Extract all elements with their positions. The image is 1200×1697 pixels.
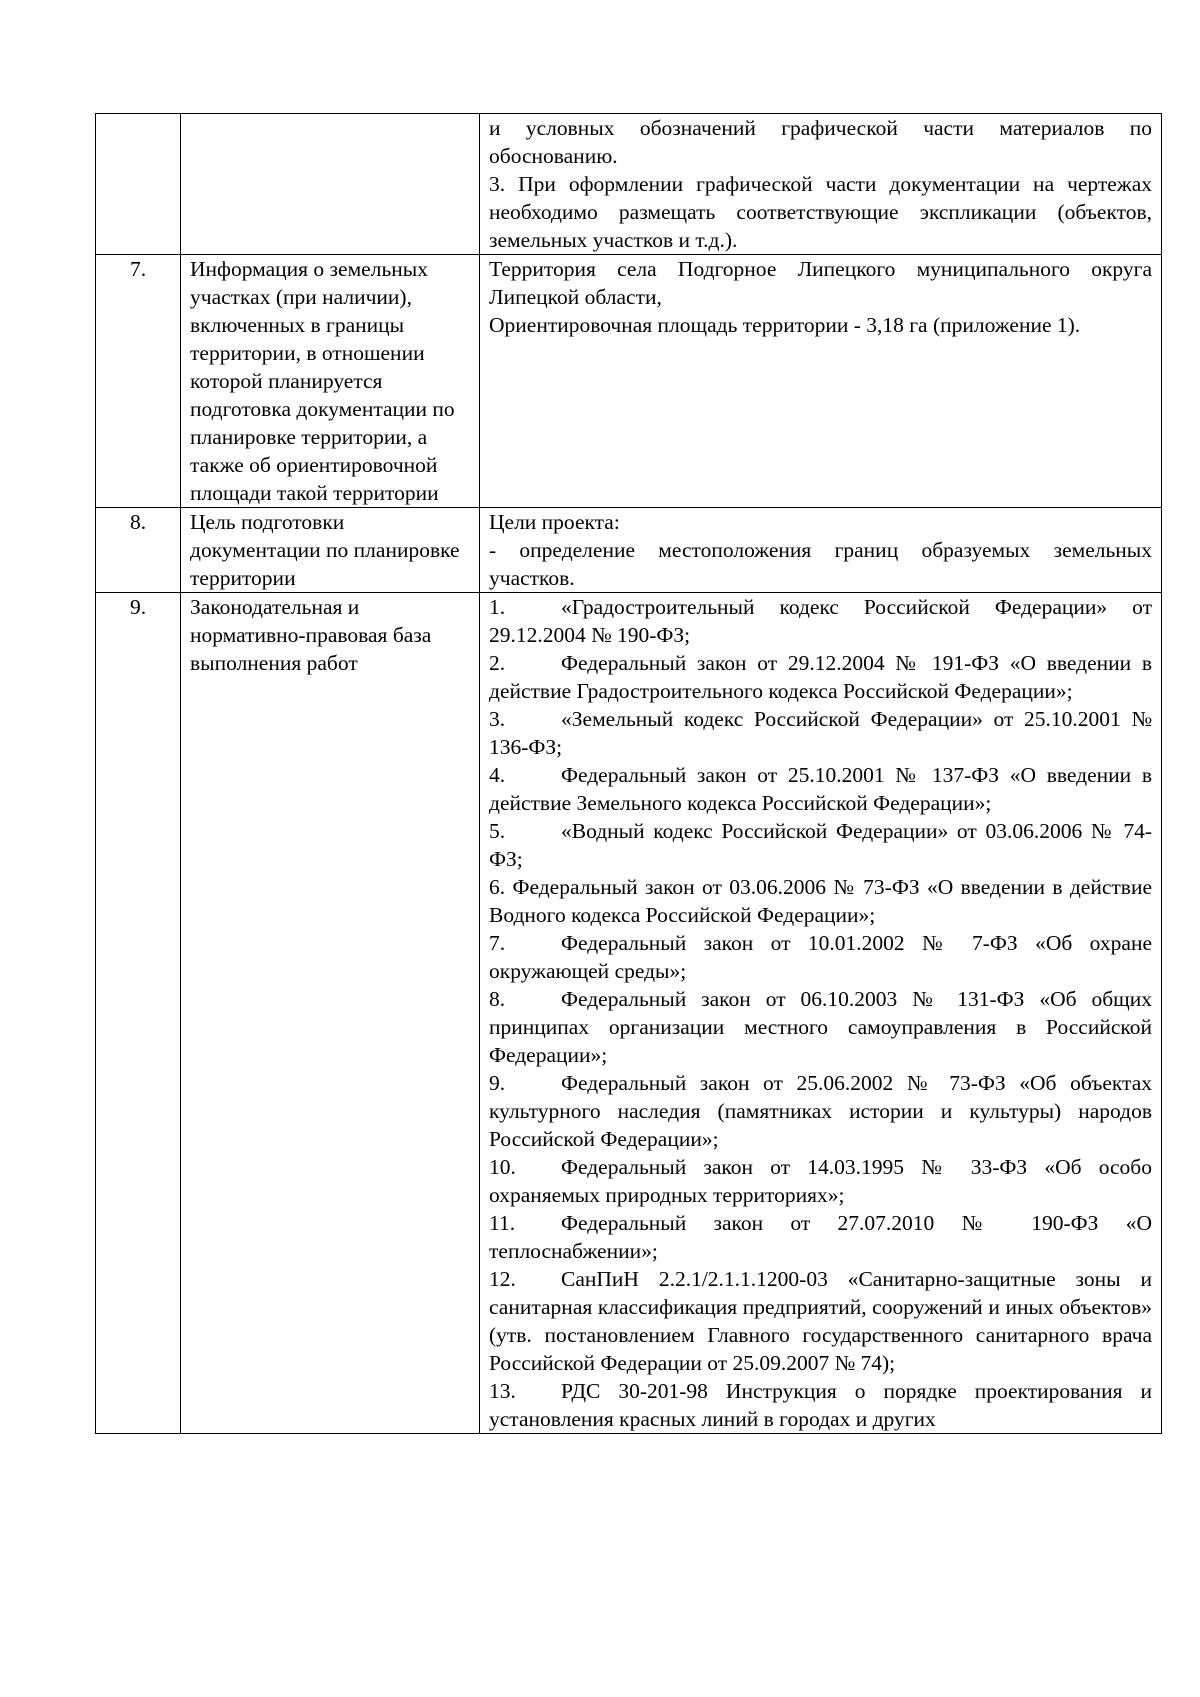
list-item-text: Федеральный закон от 06.10.2003 № 131-ФЗ «Об общих принципах организации местного самоуправления в Российской Федерации»; [489, 987, 1152, 1067]
content-paragraph: - определение местоположения границ образуемых земельных участков. [489, 538, 1152, 590]
content-paragraph: Территория села Подгорное Липецкого муниципального округа Липецкой области, [489, 257, 1152, 309]
list-item [489, 1265, 1152, 1377]
list-item [489, 593, 1152, 649]
row-label-cell: Законодательная и нормативно-правовая база выполнения работ [181, 593, 480, 1434]
list-item-text: «Градостроительный кодекс Российской Федерации» от 29.12.2004 № 190-ФЗ; [489, 595, 1152, 647]
list-item-text: Федеральный закон от 27.07.2010 № 190-ФЗ «О теплоснабжении»; [489, 1211, 1152, 1263]
list-item-number: 1. [489, 595, 506, 619]
list-item-text: Федеральный закон от 25.06.2002 № 73-ФЗ «Об объектах культурного наследия (памятниках истории и культуры) народов Российской Федерации»; [489, 1071, 1152, 1151]
list-item-number: 2. [489, 651, 506, 675]
list-item-text: СанПиН 2.2.1/2.1.1.1200-03 «Санитарно-защитные зоны и санитарная классификация предприятий, сооружений и иных объектов» (утв. постановлением Главного государственного санитарного врача Российской Федерации от 25.09.2007 № 74); [489, 1267, 1152, 1375]
content-paragraph: Цели проекта: [489, 510, 620, 534]
list-item-number: 12. [489, 1267, 516, 1291]
list-item [489, 873, 1152, 929]
list-item-number: 10. [489, 1155, 516, 1179]
legislation-list [480, 593, 1162, 1434]
table-row [96, 255, 1162, 508]
list-item [489, 817, 1152, 873]
list-item-number: 9. [489, 1071, 506, 1095]
list-item-number: 5. [489, 819, 506, 843]
row-content-cell [480, 508, 1162, 593]
list-item [489, 1377, 1152, 1433]
content-paragraph: 3. При оформлении графической части документации на чертежах необходимо размещать соответствующие экспликации (объектов, земельных участков и т.д.). [489, 172, 1152, 252]
table-row [96, 508, 1162, 593]
row-content-cell [480, 255, 1162, 508]
list-item [489, 761, 1152, 817]
row-number-cell [96, 114, 181, 255]
list-item-text: «Земельный кодекс Российской Федерации» от 25.10.2001 № 136-ФЗ; [489, 707, 1152, 759]
list-item-number: 4. [489, 763, 506, 787]
table-row [96, 114, 1162, 255]
content-paragraph: Ориентировочная площадь территории - 3,18 га (приложение 1). [489, 313, 1081, 337]
row-number-cell: 8. [96, 508, 181, 593]
list-item-number: 7. [489, 931, 506, 955]
list-item [489, 1069, 1152, 1153]
table-row [96, 593, 1162, 1434]
row-number-cell: 9. [96, 593, 181, 1434]
list-item-text: Федеральный закон от 10.01.2002 № 7-ФЗ «Об охране окружающей среды»; [489, 931, 1152, 983]
list-item-text: «Водный кодекс Российской Федерации» от 03.06.2006 № 74-ФЗ; [489, 819, 1152, 871]
list-item-text: Федеральный закон от 14.03.1995 № 33-ФЗ «Об особо охраняемых природных территориях»; [489, 1155, 1152, 1207]
list-item [489, 1153, 1152, 1209]
list-item-number: 6. [489, 875, 506, 899]
list-item-text: РДС 30-201-98 Инструкция о порядке проектирования и установления красных линий в городах и других [489, 1379, 1152, 1431]
list-item [489, 705, 1152, 761]
list-item-number: 13. [489, 1379, 516, 1403]
list-item-number: 8. [489, 987, 506, 1011]
list-item [489, 929, 1152, 985]
list-item [489, 1209, 1152, 1265]
list-item-text: Федеральный закон от 03.06.2006 № 73-ФЗ «О введении в действие Водного кодекса Российской Федерации»; [489, 875, 1152, 927]
row-number-cell: 7. [96, 255, 181, 508]
row-label-cell [181, 114, 480, 255]
list-item [489, 985, 1152, 1069]
list-item-text: Федеральный закон от 25.10.2001 № 137-ФЗ «О введении в действие Земельного кодекса Российской Федерации»; [489, 763, 1152, 815]
list-item-number: 11. [489, 1211, 516, 1235]
list-item-text: Федеральный закон от 29.12.2004 № 191-ФЗ «О введении в действие Градостроительного кодекса Российской Федерации»; [489, 651, 1152, 703]
row-label-cell: Цель подготовки документации по планировке территории [181, 508, 480, 593]
row-label-cell: Информация о земельных участках (при наличии), включенных в границы территории, в отношении которой планируется подготовка документации по планировке территории, а также об ориентировочной площади такой территории [181, 255, 480, 508]
list-item-number: 3. [489, 707, 506, 731]
requirements-table [95, 113, 1162, 1434]
row-content-cell [480, 114, 1162, 255]
list-item [489, 649, 1152, 705]
content-paragraph: и условных обозначений графической части материалов по обоснованию. [489, 116, 1152, 168]
